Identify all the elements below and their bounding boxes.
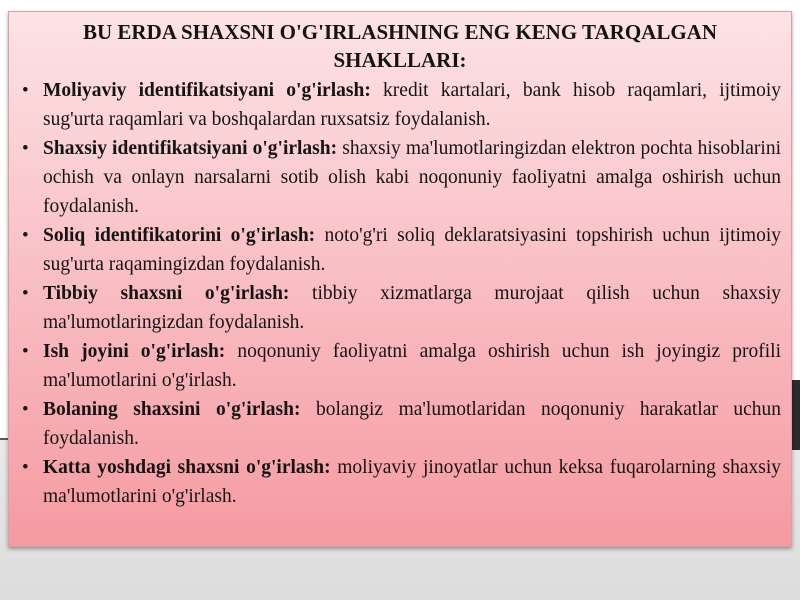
- item-description: noto'g'ri soliq deklaratsiyasini topshirish uchun ijtimoiy sug'urta raqamingizdan foydalanish.: [43, 225, 781, 275]
- item-description: moliyaviy jinoyatlar uchun keksa fuqarolarning shaxsiy ma'lumotlarini o'g'irlash.: [43, 457, 782, 507]
- identity-theft-list: [19, 76, 781, 511]
- bullet-icon: •: [22, 138, 29, 159]
- bullet-icon: •: [22, 283, 29, 304]
- bullet-icon: •: [22, 399, 29, 420]
- list-item: [19, 221, 781, 279]
- background-edge-strip: [792, 380, 800, 450]
- bullet-icon: •: [22, 225, 29, 246]
- item-term: Tibbiy shaxsni o'g'irlash:: [43, 283, 290, 304]
- item-term: Soliq identifikatorini o'g'irlash:: [43, 225, 316, 246]
- item-description: shaxsiy ma'lumotlaringizdan elektron pochta hisoblarini ochish va onlayn narsalarni sotib olish kabi noqonuniy faoliyatni amalga oshirish uchun foydalanish.: [43, 138, 781, 217]
- bullet-icon: •: [22, 80, 29, 101]
- list-item: [19, 134, 781, 221]
- item-description: bolangiz ma'lumotlaridan noqonuniy harakatlar uchun foydalanish.: [43, 399, 781, 449]
- item-term: Katta yoshdagi shaxsni o'g'irlash:: [43, 457, 331, 478]
- item-term: Ish joyini o'g'irlash:: [43, 341, 226, 362]
- item-description: noqonuniy faoliyatni amalga oshirish uchun ish joyingiz profili ma'lumotlarini o'g'irlash.: [43, 341, 782, 391]
- list-item: [19, 279, 781, 337]
- bullet-icon: •: [22, 341, 29, 362]
- list-item: [19, 337, 781, 395]
- slide-title: BU ERDA SHAXSNI O'G'IRLASHNING ENG KENG TARQALGAN SHAKLLARI:: [83, 20, 717, 72]
- item-description: kredit kartalari, bank hisob raqamlari, ijtimoiy sug'urta raqamlari va boshqalardan ruxsatsiz foydalanish.: [43, 80, 781, 130]
- list-item: [19, 453, 781, 511]
- list-item: [19, 395, 781, 453]
- list-item: [19, 76, 781, 134]
- item-term: Moliyaviy identifikatsiyani o'g'irlash:: [43, 80, 371, 101]
- item-term: Shaxsiy identifikatsiyani o'g'irlash:: [43, 138, 338, 159]
- content-panel: [8, 11, 792, 547]
- item-description: tibbiy xizmatlarga murojaat qilish uchun shaxsiy ma'lumotlaringizdan foydalanish.: [43, 283, 782, 333]
- bullet-icon: •: [22, 457, 29, 478]
- item-term: Bolaning shaxsini o'g'irlash:: [43, 399, 301, 420]
